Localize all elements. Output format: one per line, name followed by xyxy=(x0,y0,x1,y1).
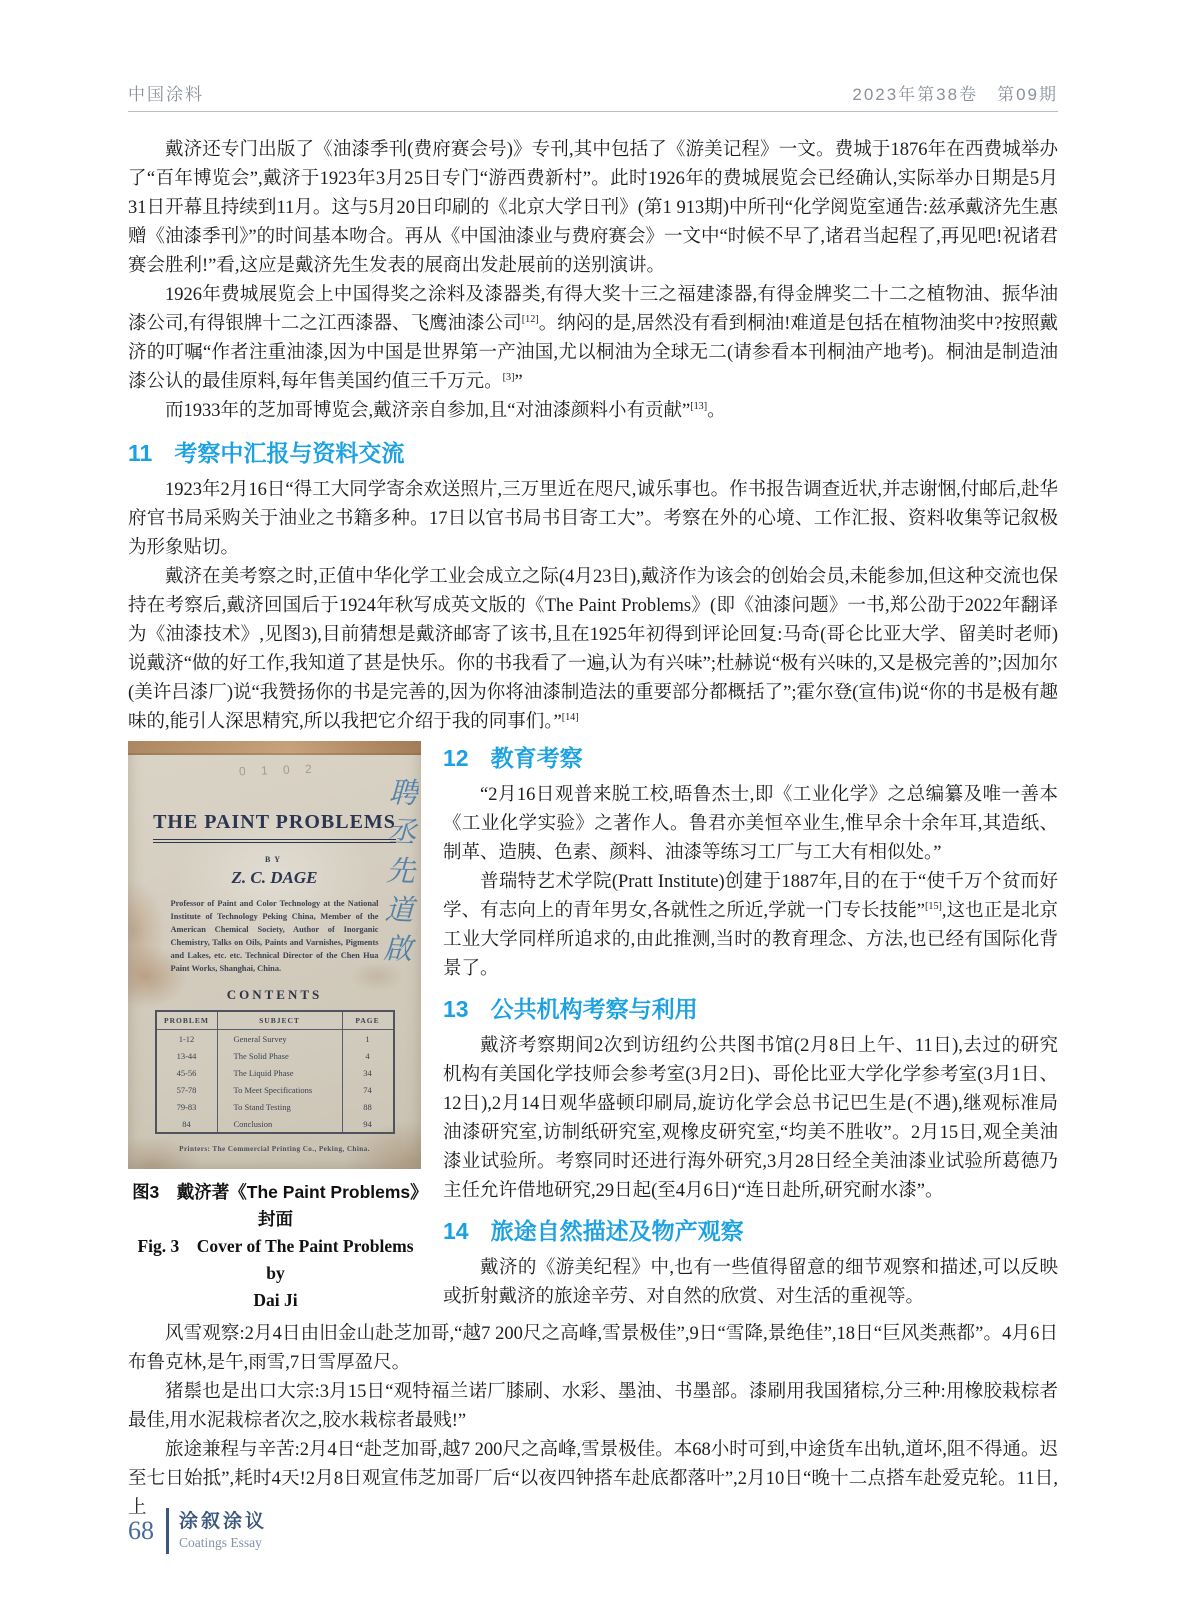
footer-column-en: Coatings Essay xyxy=(179,1535,262,1550)
figure-caption-zh: 图3 戴济著《The Paint Problems》封面 xyxy=(132,1182,419,1229)
footer-column-name xyxy=(179,1510,267,1552)
contents-column-header: PAGE xyxy=(342,1011,394,1030)
section-heading-12 xyxy=(443,743,1058,773)
section-number: 14 xyxy=(443,1218,469,1244)
paragraph: 1923年2月16日“得工大同学寄余欢送照片,三万里近在咫尺,诚乐事也。作书报告调查近状,并志谢悃,付邮后,赴华府官书局采购关于油业之书籍多种。17日以官书局书目寄工大”。考察在外的心境、工作汇报、资料收集等记叙极为形象贴切。 xyxy=(128,480,1058,558)
closing-paragraphs xyxy=(128,1320,1058,1523)
paragraph: 普瑞特艺术学院(Pratt Institute)创建于1887年,目的在于“使千万个贫而好学、有志向上的青年男女,各就性之所近,学就一门专长技能”[15],这也正是北京工业大学同样所追求的,由此推测,当时的教育理念、方法,也已经有国际化背景了。 xyxy=(443,872,1058,979)
cover-content xyxy=(128,741,421,1134)
paragraph: 旅途兼程与辛苦:2月4日“赴芝加哥,越7 200尺之高峰,雪景极佳。本68小时可到,中途货车出轨,道坏,阻不得通。迟至七日始抵”,耗时4天!2月8日观宣伟芝加哥厂后“以夜四钟搭车赴底都落叶”,2月10日“晚十二点搭车赴爱克轮。11日,上 xyxy=(128,1440,1058,1518)
paragraph: 戴济还专门出版了《油漆季刊(费府赛会号)》专刊,其中包括了《游美记程》一文。费城于1876年在西费城举办了“百年博览会”,戴济于1923年3月25日专门“游西费新村”。此时1926年的费城展览会已经确认,实际举办日期是5月31日开幕且持续到11月。这与5月20日印刷的《北京大学日刊》(第1 913期)中所刊“化学阅览室通告:兹承戴济先生惠赠《油漆季刊》”的时间基本吻合。再从《中国油漆业与费府赛会》一文中“时候不早了,诸君当起程了,再见吧!祝诸君赛会胜利!”看,这应是戴济先生发表的展商出发赴展前的送别演讲。 xyxy=(128,140,1058,276)
figure-caption-en: Fig. 3 Cover of The Paint Problems by xyxy=(137,1236,414,1283)
page-number: 68 xyxy=(128,1516,154,1545)
section-number: 12 xyxy=(443,745,469,771)
contents-table-header-row xyxy=(156,1011,394,1030)
section-title: 公共机构考察与利用 xyxy=(490,996,698,1022)
paragraph: 风雪观察:2月4日由旧金山赴芝加哥,“越7 200尺之高峰,雪景极佳”,9日“雪降,景绝佳”,18日“巨风类燕都”。4月6日布鲁克林,是午,雨雪,7日雪厚盈尺。 xyxy=(128,1324,1058,1373)
paragraph: “2月16日观普来脱工校,晤鲁杰士,即《工业化学》之总编纂及唯一善本《工业化学实验》之著作人。鲁君亦美恒卒业生,惟早余十余年耳,其造纸、制革、造胰、色素、颜料、油漆等练习工厂与工大有相似处。” xyxy=(443,785,1058,863)
page-header xyxy=(128,80,1058,112)
paragraph: 1926年费城展览会上中国得奖之涂料及漆器类,有得大奖十三之福建漆器,有得金牌奖二十二之植物油、振华油漆公司,有得银牌十二之江西漆器、飞鹰油漆公司[12]。纳闷的是,居然没有看到桐油!难道是包括在植物油奖中?按照戴济的叮嘱“作者注重油漆,因为中国是世界第一产油国,尤以桐油为全球无二(请参看本刊桐油产地考)。桐油是制造油漆公认的最佳原料,每年售美国约值三千万元。[3]” xyxy=(128,285,1059,392)
section-title: 旅途自然描述及物产观察 xyxy=(490,1218,744,1244)
book-author: Z. C. DAGE xyxy=(231,868,318,887)
figure-column xyxy=(128,741,423,1314)
section-number: 13 xyxy=(443,996,469,1022)
section-12-body xyxy=(443,781,1058,984)
book-author-affiliation: Professor of Paint and Color Technology at the National Institute of Technology Peking China, Member of the American Chemical Society, Author of Inorganic Chemistry, Talks on Oils, Paints and Varnishes, Pigments and Lakes, etc. etc. Technical Director of the Chen Hua Paint Works, Shanghai, China. xyxy=(170,899,379,973)
section-title: 考察中汇报与资料交流 xyxy=(174,440,405,466)
contents-column-header: SUBJECT xyxy=(217,1011,342,1030)
figure-caption xyxy=(128,1179,423,1314)
contents-table-body xyxy=(156,1030,394,1134)
section-heading-11 xyxy=(128,438,1058,468)
page-footer xyxy=(128,1508,267,1554)
contents-row: 13-44 The Solid Phase 4 xyxy=(156,1047,394,1064)
contents-row: 79-83 To Stand Testing 88 xyxy=(156,1098,394,1115)
intro-paragraphs xyxy=(128,136,1058,426)
footer-divider-bar xyxy=(166,1508,169,1554)
figure3-book-cover xyxy=(128,741,421,1169)
footer-column-zh: 涂叙涂议 xyxy=(179,1511,268,1532)
section-heading-14 xyxy=(443,1216,1058,1246)
section-number: 11 xyxy=(128,440,153,466)
paragraph: 戴济在美考察之时,正值中华化学工业会成立之际(4月23日),戴济作为该会的创始会员,未能参加,但这种交流也保持在考察后,戴济回国后于1924年秋写成英文版的《The Paint Problems》(即《油漆问题》一书,郑公劭于2022年翻译为《油漆技术》,见图3),目前猜想是戴济邮寄了该书,且在1925年初得到评论回复:马奇(哥仑比亚大学、留美时老师)说戴济“做的好工作,我知道了甚是快乐。你的书我看了一遍,认为有兴味”;杜赫说“极有兴味的,又是极完善的”;因加尔(美许吕漆厂)说“我赞扬你的书是完善的,因为你将油漆制造法的重要部分都概括了”;霍尔登(宣伟)说“你的书是极有趣味的,能引人深思精究,所以我把它介绍于我的同事们。”[14] xyxy=(128,567,1058,732)
journal-title: 中国涂料 xyxy=(128,85,204,104)
section-title: 教育考察 xyxy=(490,745,583,771)
contents-row: 57-78 To Meet Specifications 74 xyxy=(156,1081,394,1098)
section-13-body xyxy=(443,1032,1058,1206)
two-column-zone xyxy=(128,741,1058,1314)
cover-stamp-marks: 0 1 0 2 xyxy=(239,761,319,779)
printer-line: Printers: The Commercial Printing Co., Peking, China. xyxy=(179,1145,370,1153)
paragraph: 猪鬃也是出口大宗:3月15日“观特福兰诺厂膝刷、水彩、墨油、书墨部。漆刷用我国猪棕,分三种:用橡胶栽棕者最佳,用水泥栽棕者次之,胶水栽棕者最贱!” xyxy=(128,1382,1058,1431)
text-column xyxy=(443,741,1058,1314)
book-by-label: BY xyxy=(264,855,285,864)
contents-row: 84 Conclusion 94 xyxy=(156,1115,394,1133)
section-14-body xyxy=(443,1254,1058,1312)
section-heading-13 xyxy=(443,994,1058,1024)
figure-caption-en-author: Dai Ji xyxy=(253,1290,298,1310)
contents-table xyxy=(155,1010,395,1134)
contents-heading: CONTENTS xyxy=(226,987,323,1002)
issue-info: 2023年第38卷 第09期 xyxy=(852,85,1058,104)
contents-row: 45-56 The Liquid Phase 34 xyxy=(156,1064,394,1081)
contents-column-header: PROBLEM xyxy=(156,1011,218,1030)
section-11-body xyxy=(128,476,1058,737)
paragraph: 而1933年的芝加哥博览会,戴济亲自参加,且“对油漆颜料小有贡献”[13]。 xyxy=(165,400,726,421)
book-title: THE PAINT PROBLEMS xyxy=(153,811,396,843)
paragraph: 戴济考察期间2次到访纽约公共图书馆(2月8日上午、11日),去过的研究机构有美国化学技师会参考室(3月2日)、哥伦比亚大学化学参考室(3月1日、12日),2月14日观华盛顿印刷局,旋访化学会总书记巴生是(不遇),继观标准局油漆研究室,访制纸研究室,观橡皮研究室,“均美不胜收”。2月15日,观全美油漆业试验所。考察同时还进行海外研究,3月28日经全美油漆业试验所葛德乃主任允许借地研究,29日起(至4月6日)“连日赴所,研究耐水漆”。 xyxy=(443,1036,1058,1201)
paragraph: 戴济的《游美纪程》中,也有一些值得留意的细节观察和描述,可以反映或折射戴济的旅途辛劳、对自然的欣赏、对生活的重视等。 xyxy=(443,1258,1058,1307)
cover-handwriting: 聘丞先道啟 xyxy=(378,776,418,973)
contents-row: 1-12 General Survey 1 xyxy=(156,1030,394,1048)
